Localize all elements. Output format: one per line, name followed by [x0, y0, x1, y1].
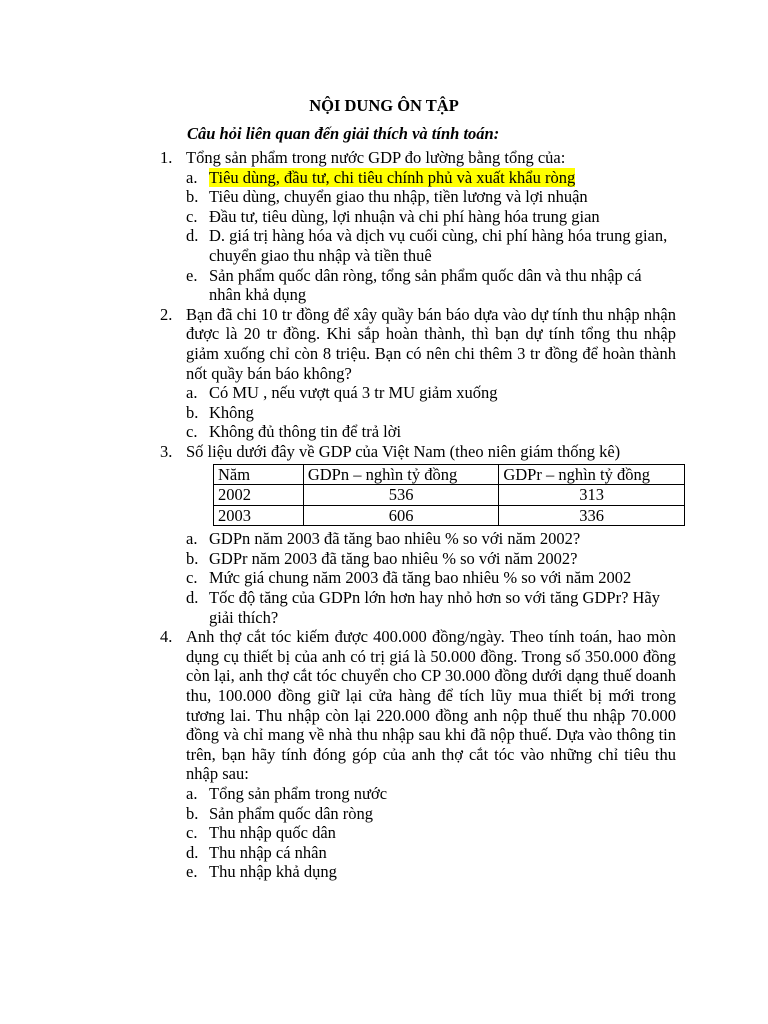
- table-cell: 313: [499, 485, 685, 506]
- table-row: [214, 485, 685, 506]
- option-text: Thu nhập quốc dân: [209, 823, 336, 843]
- option-3b: [186, 549, 676, 569]
- option-label: d.: [186, 226, 199, 246]
- table-cell: 2003: [214, 505, 304, 526]
- question-2: [160, 305, 676, 442]
- question-text: Tổng sản phẩm trong nước GDP đo lường bằng tổng của:: [186, 148, 566, 167]
- option-2c: [186, 422, 676, 442]
- table-header-cell: GDPn – nghìn tỷ đồng: [303, 464, 498, 485]
- table-cell: 536: [303, 485, 498, 506]
- option-2b: [186, 403, 676, 423]
- option-text: Tốc độ tăng của GDPn lớn hơn hay nhỏ hơn so với tăng GDPr? Hãy giải thích?: [209, 588, 661, 627]
- option-1e: [186, 266, 676, 305]
- option-label: d.: [186, 588, 199, 608]
- option-text: Không: [209, 402, 254, 422]
- option-label: e.: [186, 862, 198, 882]
- option-1d: [186, 226, 676, 265]
- question-4: [160, 627, 676, 882]
- option-2a: [186, 383, 676, 403]
- question-number: 4.: [160, 627, 173, 647]
- option-text: Sản phẩm quốc dân ròng, tổng sản phẩm quốc dân và thu nhập cá nhân khả dụng: [209, 265, 642, 305]
- option-text: D. giá trị hàng hóa và dịch vụ cuối cùng, chi phí hàng hóa trung gian, chuyển giao thu nhập và tiền thuê: [209, 226, 668, 265]
- option-label: b.: [186, 402, 199, 422]
- option-text: Mức giá chung năm 2003 đã tăng bao nhiêu % so với năm 2002: [209, 568, 632, 588]
- table-cell: 606: [303, 505, 498, 526]
- question-number: 2.: [160, 304, 173, 324]
- option-text: Tiêu dùng, chuyển giao thu nhập, tiền lương và lợi nhuận: [209, 187, 588, 207]
- document-title: NỘI DUNG ÔN TẬP: [309, 96, 459, 115]
- option-text: Có MU , nếu vượt quá 3 tr MU giảm xuống: [209, 383, 498, 403]
- option-label: a.: [186, 529, 198, 549]
- option-text: Đầu tư, tiêu dùng, lợi nhuận và chi phí hàng hóa trung gian: [209, 206, 600, 226]
- option-1c: [186, 207, 676, 227]
- option-1b: [186, 187, 676, 207]
- table-header-row: [214, 464, 685, 485]
- table-row: [214, 505, 685, 526]
- option-4a: [186, 784, 676, 804]
- option-label: a.: [186, 167, 198, 187]
- option-text: Thu nhập khả dụng: [209, 862, 337, 882]
- option-label: c.: [186, 206, 198, 226]
- option-4c: [186, 823, 676, 843]
- table-cell: 336: [499, 505, 685, 526]
- table-header-cell: Năm: [214, 464, 304, 485]
- section-subtitle: Câu hỏi liên quan đến giải thích và tính toán:: [187, 124, 500, 143]
- option-4e: [186, 862, 676, 882]
- option-label: d.: [186, 842, 199, 862]
- option-3c: [186, 568, 676, 588]
- option-text: Thu nhập cá nhân: [209, 842, 327, 862]
- option-label: b.: [186, 187, 199, 207]
- option-4d: [186, 843, 676, 863]
- question-number: 1.: [160, 148, 173, 167]
- option-3d: [186, 588, 676, 627]
- option-3a: [186, 529, 676, 549]
- option-text: GDPn năm 2003 đã tăng bao nhiêu % so với năm 2002?: [209, 529, 581, 549]
- option-text-highlighted: Tiêu dùng, đầu tư, chi tiêu chính phủ và xuất khẩu ròng: [209, 167, 576, 187]
- question-1: [160, 148, 676, 305]
- question-3: [160, 442, 676, 627]
- gdp-table: [213, 464, 685, 527]
- option-1a: [186, 168, 676, 188]
- option-label: a.: [186, 383, 198, 403]
- question-number: 3.: [160, 441, 173, 461]
- question-list: [160, 148, 676, 882]
- table-header-cell: GDPr – nghìn tỷ đồng: [499, 464, 685, 485]
- option-label: c.: [186, 823, 198, 843]
- question-text: Số liệu dưới đây về GDP của Việt Nam (theo niên giám thống kê): [186, 441, 621, 461]
- option-label: a.: [186, 784, 198, 803]
- option-label: c.: [186, 422, 198, 442]
- question-text: Anh thợ cắt tóc kiếm được 400.000 đồng/ngày. Theo tính toán, hao mòn dụng cụ thiết bị của anh có trị giá là 50.000 đồng. Trong số 350.000 đồng còn lại, anh thợ cắt tóc chuyển cho CP 30.000 đồng dưới dạng thuế doanh thu, 100.000 đồng giữ lại cửa hàng để tích lũy mua thiết bị mới trong tương lai. Thu nhập còn lại 220.000 đồng anh nộp thuế thu nhập 70.000 đồng và chỉ mang về nhà thu nhập sau khi đã nộp thuế. Dựa vào thông tin trên, bạn hãy tính đóng góp của anh thợ cắt tóc vào những chỉ tiêu thu nhập sau:: [186, 627, 676, 784]
- option-label: b.: [186, 548, 199, 568]
- option-text: GDPr năm 2003 đã tăng bao nhiêu % so với năm 2002?: [209, 548, 578, 568]
- option-text: Tổng sản phẩm trong nước: [209, 784, 388, 803]
- table-cell: 2002: [214, 485, 304, 506]
- question-text: Bạn đã chi 10 tr đồng để xây quầy bán báo dựa vào dự tính thu nhập nhận được là 20 tr đồng. Khi sắp hoàn thành, thì bạn dự tính tổng thu nhập giảm xuống chỉ còn 8 triệu. Bạn có nên chi thêm 3 tr đồng để hoàn thành nốt quầy bán báo không?: [186, 304, 676, 383]
- option-label: c.: [186, 568, 198, 588]
- option-label: e.: [186, 265, 198, 285]
- option-text: Không đủ thông tin để trả lời: [209, 422, 402, 442]
- option-4b: [186, 804, 676, 824]
- option-text: Sản phẩm quốc dân ròng: [209, 803, 374, 823]
- option-label: b.: [186, 803, 199, 823]
